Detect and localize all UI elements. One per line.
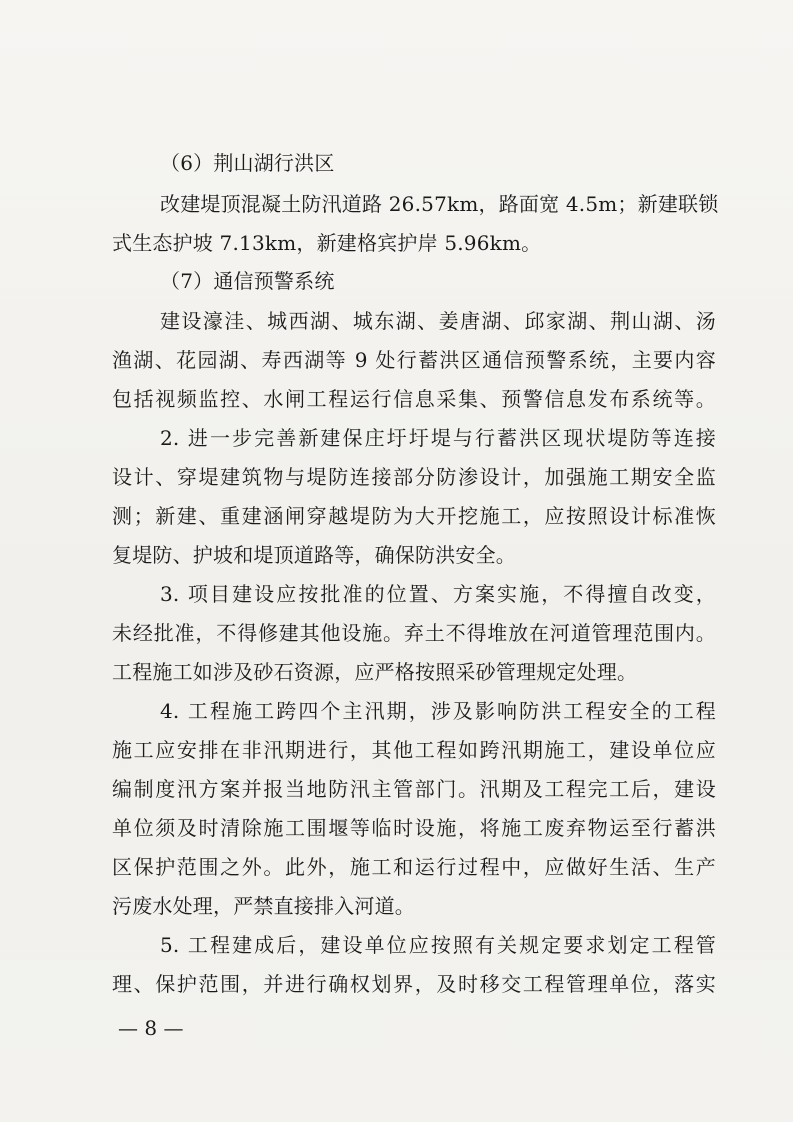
paragraph-line: 复堤防、护坡和堤顶道路等，确保防洪安全。 xyxy=(112,543,516,567)
paragraph-line: 污废水处理，严禁直接排入河道。 xyxy=(112,894,415,918)
paragraph-line: 3. 项目建设应按批准的位置、方案实施，不得擅自改变， xyxy=(160,582,716,606)
paragraph-line: 编制度汛方案并报当地防汛主管部门。汛期及工程完工后，建设 xyxy=(112,777,716,801)
paragraph-line: 设计、穿堤建筑物与堤防连接部分防渗设计，加强施工期安全监 xyxy=(112,465,716,489)
paragraph-line: 式生态护坡 7.13km，新建格宾护岸 5.96km。 xyxy=(112,231,542,255)
section-heading-jingshanhu: （6）荆山湖行洪区 xyxy=(160,151,335,175)
paragraph-line: 改建堤顶混凝土防汛道路 26.57km，路面宽 4.5m；新建联锁 xyxy=(160,192,719,216)
paragraph-line: 工程施工如涉及砂石资源，应严格按照采砂管理规定处理。 xyxy=(112,660,638,684)
paragraph-line: 包括视频监控、水闸工程运行信息采集、预警信息发布系统等。 xyxy=(112,387,716,411)
paragraph-line: 单位须及时清除施工围堰等临时设施，将施工废弃物运至行蓄洪 xyxy=(112,816,716,840)
paragraph-line: 施工应安排在非汛期进行，其他工程如跨汛期施工，建设单位应 xyxy=(112,738,716,762)
paragraph-line: 区保护范围之外。此外，施工和运行过程中，应做好生活、生产 xyxy=(112,855,716,879)
paragraph-line: 2. 进一步完善新建保庄圩圩堤与行蓄洪区现状堤防等连接 xyxy=(160,426,716,450)
paragraph-line: 建设濠洼、城西湖、城东湖、姜唐湖、邱家湖、荆山湖、汤 xyxy=(160,309,716,333)
paragraph-line: 理、保护范围，并进行确权划界，及时移交工程管理单位，落实 xyxy=(112,972,716,996)
paragraph-line: 测；新建、重建涵闸穿越堤防为大开挖施工，应按照设计标准恢 xyxy=(112,504,716,528)
paragraph-line: 4. 工程施工跨四个主汛期，涉及影响防洪工程安全的工程 xyxy=(160,699,716,723)
section-heading-warning-system: （7）通信预警系统 xyxy=(160,269,335,293)
page-number: — 8 — xyxy=(118,1016,184,1040)
paragraph-line: 渔湖、花园湖、寿西湖等 9 处行蓄洪区通信预警系统，主要内容 xyxy=(112,348,716,372)
paragraph-line: 未经批准，不得修建其他设施。弃土不得堆放在河道管理范围内。 xyxy=(112,621,716,645)
paragraph-line: 5. 工程建成后，建设单位应按照有关规定要求划定工程管 xyxy=(160,933,716,957)
